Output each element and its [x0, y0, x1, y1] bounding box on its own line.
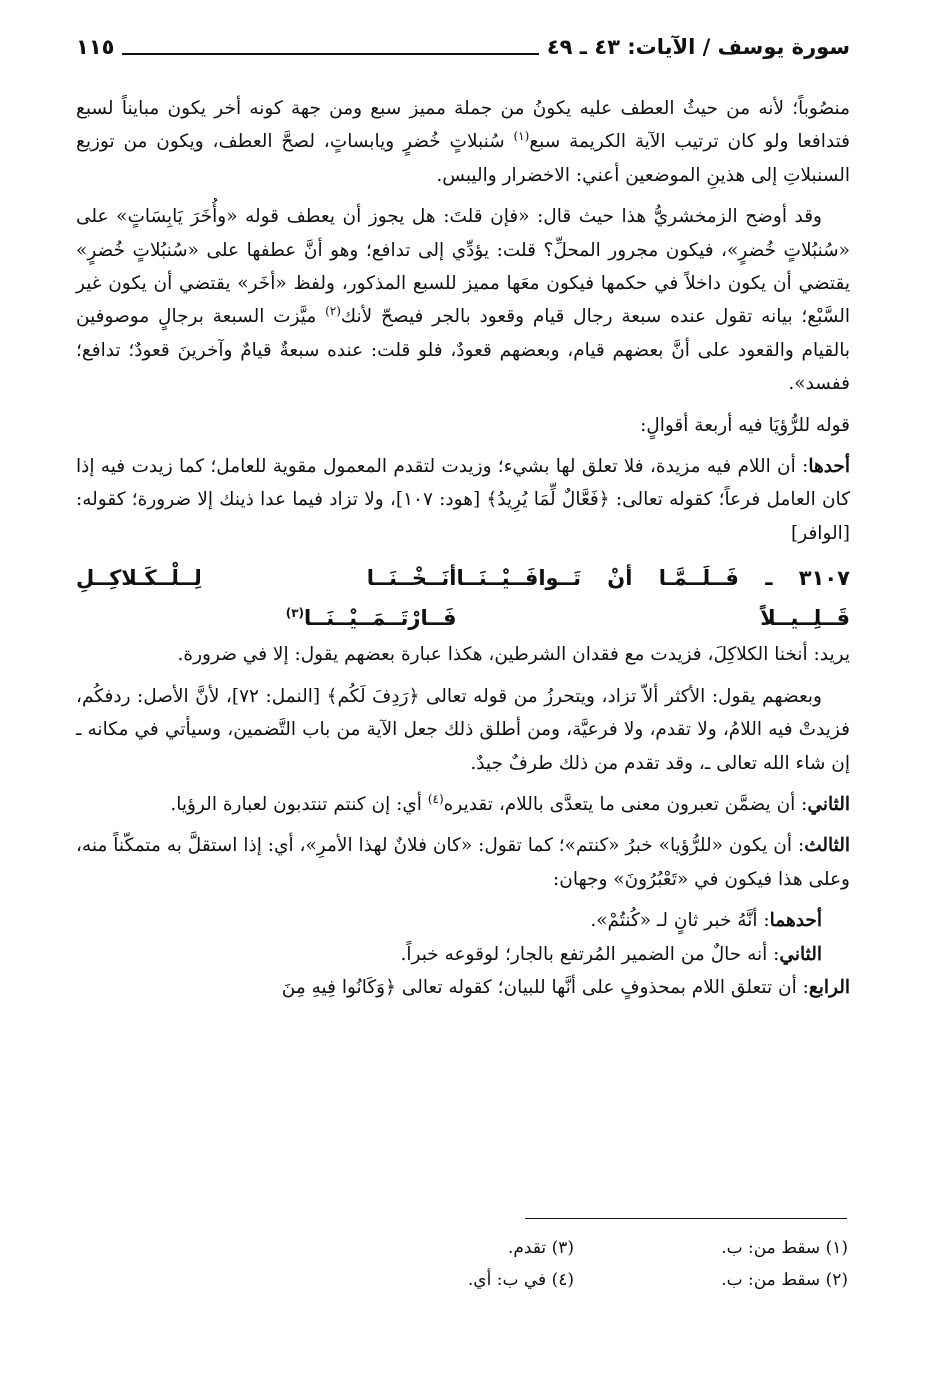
page — [76, 30, 850, 1012]
verse-number: ٣١٠٧ ـ — [765, 566, 850, 591]
paragraph: أحدهما: أنَّهُ خبر ثانٍ لـ «كُنتُمْ». — [590, 910, 822, 932]
footnote-ref: (٤) — [427, 791, 444, 806]
paragraph: يريد: أنخنا الكلاكِلَ، فزيدت مع فقدان الشرطين، هكذا عبارة بعضهم يقول: إلا في ضرورة. — [177, 644, 850, 666]
footnote-ref: (٢) — [325, 304, 341, 319]
footnote-ref: (٣) — [285, 606, 304, 621]
footnote: (٢) سقط من: ب. — [721, 1270, 848, 1290]
paragraph: أحدها: أن اللام فيه مزيدة، فلا تعلق لها بشيء؛ وزيدت لتقدم المعمول مقوية للعامل؛ كما زيدت فيه إذا كان العامل فرعاً؛ كقوله تعالى: ﴿فَعَّالٌ لِّمَا يُرِيدُ﴾ [هود: ١٠٧]، ولا تزاد فيما عدا ذينك إلا ضرورة؛ كقوله: [الوافر] — [76, 456, 850, 544]
item-label: الرابع — [808, 976, 850, 998]
header-title: سورة يوسف / الآيات: ٤٣ ـ ٤٩ — [546, 35, 850, 59]
verse-hemistich-2: أنَــخْــنَــا لِــلْــكَـلاكِــلِ فَــارْتَــمَــيْــنَــا — [76, 566, 457, 631]
item-label: الثالث — [804, 835, 850, 857]
footnote: (١) سقط من: ب. — [721, 1238, 848, 1258]
footnote: (٣) تقدم. — [507, 1238, 574, 1258]
footnote: (٤) في ب: أي. — [467, 1270, 574, 1290]
paragraph: وبعضهم يقول: الأكثر ألاّ تزاد، ويتحرزُ من قوله تعالى ﴿رَدِفَ لَكُم﴾ [النمل: ٧٢]، لأنَّ الأصل: ردفكُم، فزيدتْ فيه اللامُ، ولا تقدم، ولا فرعيَّة، ومن أطلق ذلك جعل الآية من باب التَّضمين، وسيأتي في مكانه ـ إن شاء الله تعالى ـ، وقد تقدم من ذلك طرفٌ جيدٌ. — [76, 685, 850, 774]
header-rule — [122, 39, 538, 55]
main-text — [76, 92, 850, 1004]
paragraph: الرابع: أن تتعلق اللام بمحذوفٍ على أنَّها للبيان؛ كقوله تعالى ﴿وَكَانُوا فِيهِ مِنَ — [281, 976, 850, 998]
footnotes — [300, 1232, 848, 1296]
running-header — [76, 30, 850, 64]
paragraph: الثاني: أنه حالٌ من الضمير المُرتفع بالجار؛ لوقوعه خبراً. — [400, 943, 822, 965]
poetry-verse — [76, 558, 850, 638]
paragraph: الثاني: أن يضمَّن تعبرون معنى ما يتعدَّى باللام، تقديره$^{(٤)}$ أي: إن كنتم تنتدبون لعبارة الرؤيا. — [170, 791, 850, 815]
item-label: الثاني — [779, 943, 822, 965]
footnote-rule — [525, 1218, 847, 1219]
footnote-ref: (١) — [513, 129, 530, 144]
item-label: الثاني — [807, 793, 850, 815]
item-label: أحدهما — [769, 910, 822, 932]
paragraph: وقد أوضح الزمخشريُّ هذا حيث قال: «فإن قلتَ: هل يجوز أن يعطف قوله «وأُخَرَ يَابِسَاتٍ» على «سُنبُلاتٍ خُضرٍ»، فيكون مجرور المحلِّ؟ قلت: يؤدِّي إلى تدافع؛ وهو أنَّ عطفها على «سُنبُلاتٍ خُضرٍ» يقتضي أن يكون داخلاً في حكمها فيكون معَها مميز للسبع المذكور، ولفظ «أخَر» يقتضي أن يكون غير السَّبْع؛ بيانه تقول عنده سبعة رجال قيام وقعود بالجر فيصحّ لأنك$^{(٢)}$ ميَّزت السبعة برجالٍ موصوفين بالقيام والقعود على أنَّ بعضهم قيام، وبعضهم قعودٌ، فلو قلت: عنده سبعةٌ قيامٌ وآخرينَ قعودٌ؛ تدافع؛ ففسد». — [76, 206, 850, 395]
page-number: ١١٥ — [76, 35, 115, 59]
paragraph: قوله للرُّؤيَا فيه أربعة أقوالٍ: — [640, 414, 850, 436]
paragraph: منصُوباً؛ لأنه من حيثُ العطف عليه يكونُ من جملة مميز سبع ومن جهة كونه أخر يكون مبايناً لسبع فتدافعا ولو كان ترتيب الآية الكريمة سبع$^{(١)}$ سُنبلاتٍ خُضرٍ ويابساتٍ، لصحَّ العطف، ويكون من توزيع السنبلاتِ إلى هذينِ الموضعين أعني: الاخضرار واليبس. — [76, 98, 850, 186]
item-label: أحدها — [808, 456, 850, 478]
paragraph: الثالث: أن يكون «للرُّؤيا» خبرُ «كنتم»؛ كما تقول: «كان فلانٌ لهذا الأمرِ»، أي: إذا استقلَّ به متمكّناً منه، وعلى هذا فيكون في «تَعْبُرُونَ» وجهان: — [76, 835, 850, 890]
verse-hemistich-1: فَــلَــمَّـا أنْ تَــوافَــيْــنَــا قَــلِــيــلاً — [456, 566, 850, 631]
